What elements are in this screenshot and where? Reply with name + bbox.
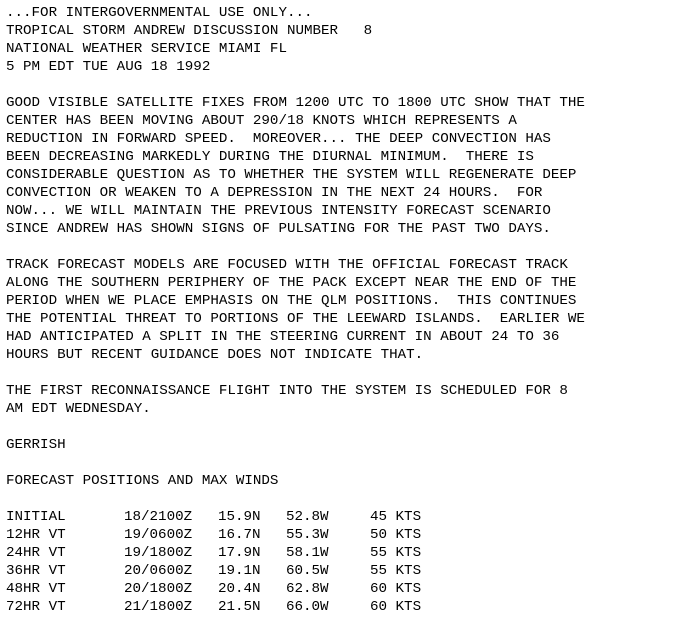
distribution-notice: ...FOR INTERGOVERNMENTAL USE ONLY...: [6, 5, 313, 21]
forecast-time: 19/0600Z: [124, 527, 193, 543]
forecast-row: [6, 508, 695, 526]
paragraph-line: TRACK FORECAST MODELS ARE FOCUSED WITH THE OFFICIAL FORECAST TRACK: [6, 257, 568, 273]
forecast-longitude: 55.3W: [286, 527, 329, 543]
paragraph-line: PERIOD WHEN WE PLACE EMPHASIS ON THE QLM POSITIONS. THIS CONTINUES: [6, 293, 577, 309]
forecast-latitude: 19.1N: [218, 563, 261, 579]
paragraph-line: THE POTENTIAL THREAT TO PORTIONS OF THE LEEWARD ISLANDS. EARLIER WE: [6, 311, 585, 327]
forecast-longitude: 60.5W: [286, 563, 329, 579]
forecast-max-wind: 55 KTS: [370, 563, 422, 579]
paragraph-line: ALONG THE SOUTHERN PERIPHERY OF THE PACK EXCEPT NEAR THE END OF THE: [6, 275, 577, 291]
paragraph-line: SINCE ANDREW HAS SHOWN SIGNS OF PULSATING FOR THE PAST TWO DAYS.: [6, 221, 551, 237]
discussion-title: TROPICAL STORM ANDREW DISCUSSION NUMBER 8: [6, 23, 373, 39]
paragraph-line: CONVECTION OR WEAKEN TO A DEPRESSION IN THE NEXT 24 HOURS. FOR: [6, 185, 543, 201]
forecast-row: [6, 544, 695, 562]
forecast-period: 72HR VT: [6, 599, 66, 615]
paragraph-line: REDUCTION IN FORWARD SPEED. MOREOVER... THE DEEP CONVECTION HAS: [6, 131, 551, 147]
paragraph-line: HOURS BUT RECENT GUIDANCE DOES NOT INDICATE THAT.: [6, 347, 424, 363]
forecast-time: 20/0600Z: [124, 563, 193, 579]
forecast-time: 19/1800Z: [124, 545, 193, 561]
paragraph-track: [6, 256, 695, 364]
forecast-period: 48HR VT: [6, 581, 66, 597]
forecaster-signature: GERRISH: [6, 437, 66, 453]
paragraph-line: NOW... WE WILL MAINTAIN THE PREVIOUS INTENSITY FORECAST SCENARIO: [6, 203, 551, 219]
forecast-max-wind: 45 KTS: [370, 509, 422, 525]
paragraph-line: AM EDT WEDNESDAY.: [6, 401, 151, 417]
document-header: [6, 4, 695, 76]
forecast-latitude: 16.7N: [218, 527, 261, 543]
forecast-time: 18/2100Z: [124, 509, 193, 525]
issue-time: 5 PM EDT TUE AUG 18 1992: [6, 59, 211, 75]
forecast-time: 21/1800Z: [124, 599, 193, 615]
forecast-period: INITIAL: [6, 509, 66, 525]
forecast-time: 20/1800Z: [124, 581, 193, 597]
paragraph-line: BEEN DECREASING MARKEDLY DURING THE DIURNAL MINIMUM. THERE IS: [6, 149, 534, 165]
forecast-latitude: 15.9N: [218, 509, 261, 525]
paragraph-intensity: [6, 94, 695, 238]
forecast-latitude: 17.9N: [218, 545, 261, 561]
forecast-row: [6, 562, 695, 580]
forecast-row: [6, 580, 695, 598]
forecast-max-wind: 60 KTS: [370, 581, 422, 597]
paragraph-reconnaissance: [6, 382, 695, 418]
forecast-longitude: 66.0W: [286, 599, 329, 615]
forecast-max-wind: 55 KTS: [370, 545, 422, 561]
paragraph-line: HAD ANTICIPATED A SPLIT IN THE STEERING CURRENT IN ABOUT 24 TO 36: [6, 329, 560, 345]
paragraph-line: GOOD VISIBLE SATELLITE FIXES FROM 1200 UTC TO 1800 UTC SHOW THAT THE: [6, 95, 585, 111]
paragraph-line: CONSIDERABLE QUESTION AS TO WHETHER THE SYSTEM WILL REGENERATE DEEP: [6, 167, 577, 183]
forecast-longitude: 58.1W: [286, 545, 329, 561]
forecast-row: [6, 526, 695, 544]
forecast-latitude: 20.4N: [218, 581, 261, 597]
forecast-longitude: 62.8W: [286, 581, 329, 597]
issuing-office: NATIONAL WEATHER SERVICE MIAMI FL: [6, 41, 287, 57]
forecast-latitude: 21.5N: [218, 599, 261, 615]
forecast-period: 24HR VT: [6, 545, 66, 561]
forecast-row: [6, 598, 695, 616]
forecast-period: 12HR VT: [6, 527, 66, 543]
forecast-max-wind: 50 KTS: [370, 527, 422, 543]
forecast-table-title: FORECAST POSITIONS AND MAX WINDS: [6, 473, 279, 489]
paragraph-line: THE FIRST RECONNAISSANCE FLIGHT INTO THE SYSTEM IS SCHEDULED FOR 8: [6, 383, 568, 399]
forecast-max-wind: 60 KTS: [370, 599, 422, 615]
forecast-longitude: 52.8W: [286, 509, 329, 525]
forecast-period: 36HR VT: [6, 563, 66, 579]
forecast-table: [6, 508, 695, 616]
paragraph-line: CENTER HAS BEEN MOVING ABOUT 290/18 KNOTS WHICH REPRESENTS A: [6, 113, 517, 129]
